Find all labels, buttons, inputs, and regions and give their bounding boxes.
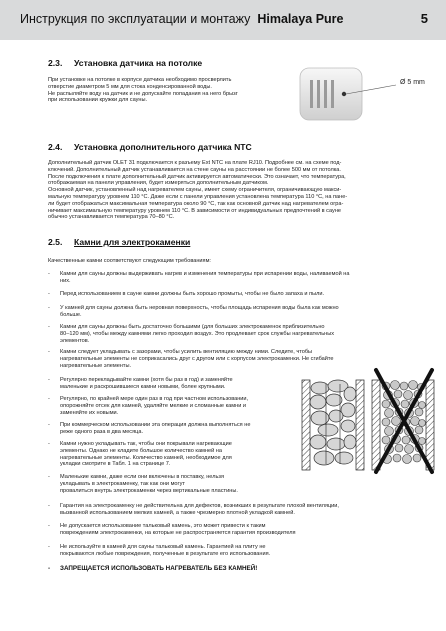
list-item: - Камни нужно укладывать так, чтобы они покрывали нагревающие элементы. Однако не кладите большое количество камней на нагревательные элементы. Количество камней, необходимое для укладки смотрите в Табл. 1 на странице 7. (48, 441, 232, 468)
heater-incorrect-packing (372, 370, 434, 472)
list-item: - Регулярно, по крайней мере один раз в год при частном использовании, опорожняйте отсек для камней, удаляйте мелкие и сломанные камни и заменяйте их новыми. (48, 396, 249, 416)
section-2-3-heading: 2.3. Установка датчика на потолке (48, 58, 203, 68)
list-item: - У камней для сауны должна быть неровная поверхность, чтобы площадь испарения воды была как можно больше. (48, 305, 339, 318)
page-number: 5 (420, 11, 428, 26)
list-item: - Камни следует укладывать с зазорами, чтобы усилить вентиляцию между ними. Следите, чтобы нагревательные элементы не соприкасались друг с другом или с корпусом электрокаменки. Не сгибайте нагревательные элементы. (48, 349, 334, 369)
brand-name: Himalaya Pure (257, 12, 344, 26)
list-item: - Не используйте в камней для сауны тальковый камень. Гарантией на плиту не покрываются любые повреждения, полученные в результате его использования. (48, 544, 271, 557)
list-item: - Камни для сауны должны выдерживать нагрев и изменения температуры при испарении воды, наливаемой на них. (48, 271, 350, 284)
list-item: - Регулярно перекладывайте камни (хотя бы раз в год) и заменяйте маленькие и раскрошившиеся камни новыми, более крупными. (48, 377, 233, 390)
heater-correct-packing (302, 380, 364, 470)
sensor-icon (294, 58, 434, 130)
list-item: - Гарантия на электрокаменку не действительна для дефектов, возникших в результате плохой вентиляции, вызванной использованием мелких камней, а также чрезмерно плотной укладкой камней. (48, 503, 339, 516)
hole-diameter-label: Ø 5 mm (400, 79, 425, 86)
section-2-4-text: Дополнительный датчик OLET 31 подключается к разъему Ext NTC на плате RJ10. Подробнее см. на схеме под- ключений. Дополнительный датчик устанавливается на стене сауны на расстоянии не более 500 мм от потолка. После подключения к плате дополнительный датчик активируется автоматически. Это означает, что температура, отображаемая на панели управления, будет измеряться дополнительным датчиком. Основной датчик, установленный над нагревателем сауны, имеет схему ограничителя, ограничивающую макси- мальную температуру уровнем 110 °C. Даже если с панели управления установлена температура 110 °C, на пане- ли будет отображаться максимальная температура около 90 °C, так как основной датчик над нагревателем огра- ничивает максимальную температуру уровнем 110 °C. В зависимости от индивидуальных предпочтений в сауне обычно устанавливается температура 70–80 °C. (48, 160, 348, 221)
list-item: - Камни для сауны должны быть достаточно большими (для больших электрокаменок приблизительно 80–120 мм), чтобы между камнями легко проходил воздух. Это продлевает срок службы нагревательных элементов. (48, 324, 335, 344)
section-2-3-text: При установке на потолке в корпусе датчика необходимо просверлить отверстие диаметром 5 мм для стока конденсированной воды. Не распыляйте воду на датчик и не допускайте попадания на него брызг при использовании кружки для сауны. (48, 77, 238, 104)
list-item: - При коммерческом использовании эта операция должна выполняться не реже одного раза в два месяца. (48, 422, 251, 435)
list-item: - Маленькие камни, даже если они включены в поставку, нельзя укладывать в электрокаменку, так как они могут провалиться внутрь электрокаменки через вертикальные пластины. (48, 474, 238, 494)
header-title: Инструкция по эксплуатации и монтажу Himalaya Pure (20, 12, 344, 26)
page-header (0, 0, 446, 40)
no-stones-warning: - ЗАПРЕЩАЕТСЯ ИСПОЛЬЗОВАТЬ НАГРЕВАТЕЛЬ БЕЗ КАМНЕЙ! (48, 565, 258, 572)
stones-icon (298, 364, 438, 476)
stone-packing-illustration (298, 364, 438, 476)
sensor-illustration (294, 58, 434, 130)
section-2-5-intro: Качественные камни соответствуют следующим требованиям: (48, 258, 211, 264)
list-item: - Не допускается использование тальковый камень, это может привести к таким повреждениям электрокаменки, на которые не распространяется гарантия производителя (48, 523, 296, 536)
section-2-4-heading: 2.4. Установка дополнительного датчика NTC (48, 142, 252, 152)
list-item: - Перед использованием в сауне камни должны быть хорошо промыты, чтобы не было запаха и пыли. (48, 291, 325, 297)
section-2-5-heading: 2.5. Камни для электрокаменки (48, 237, 191, 247)
